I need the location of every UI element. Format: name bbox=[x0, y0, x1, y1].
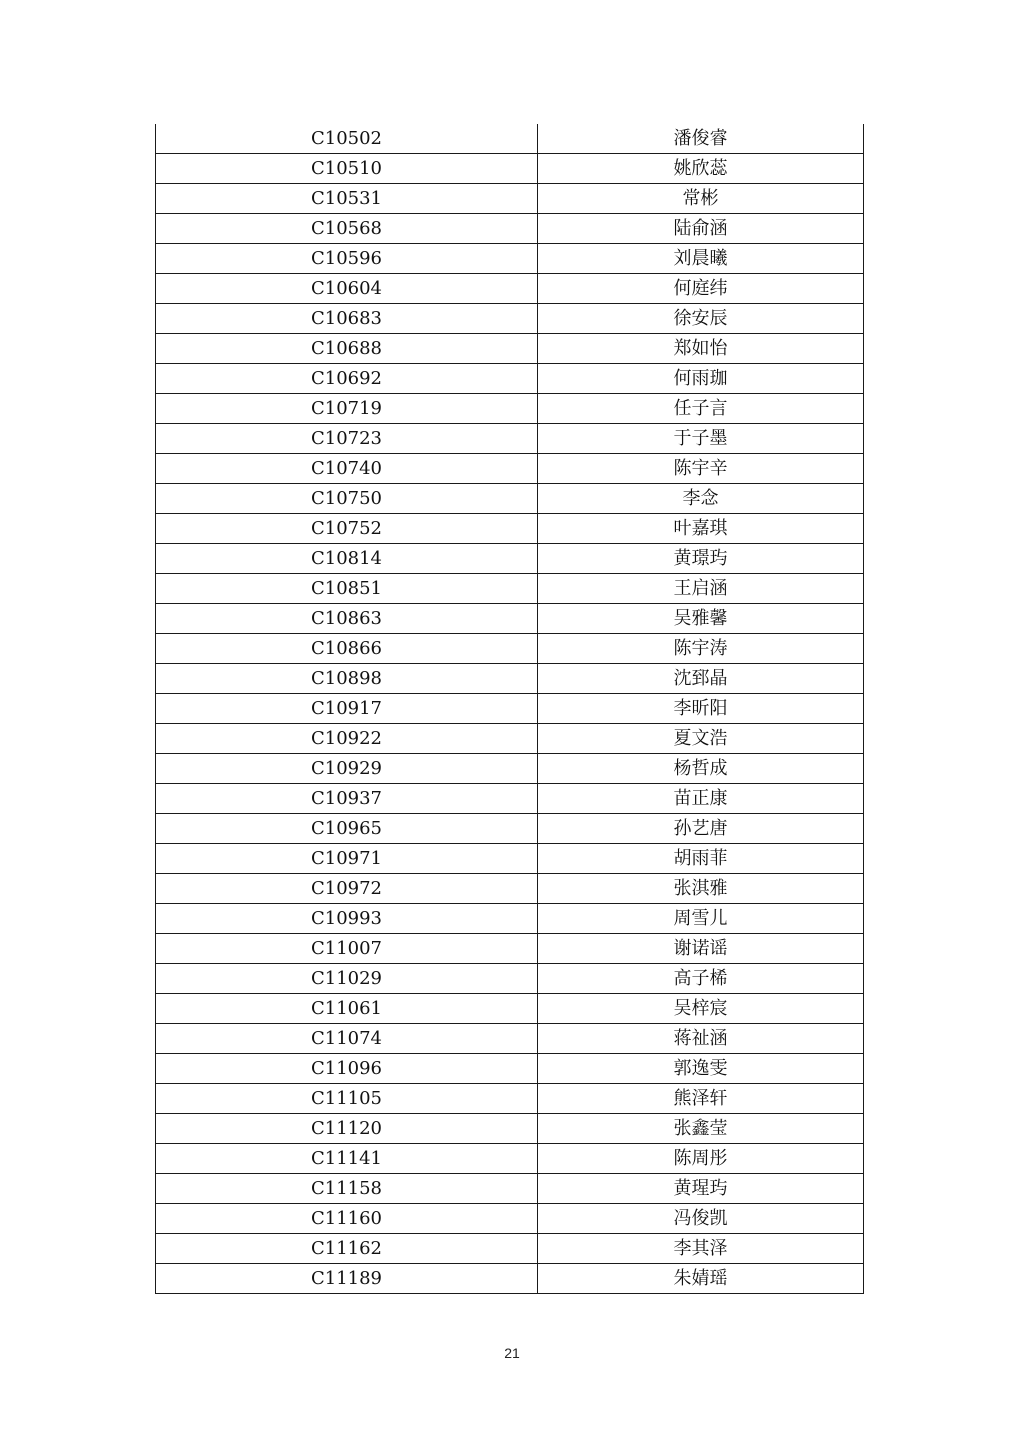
table-row bbox=[156, 994, 864, 1024]
candidate-id-cell: C10993 bbox=[156, 904, 538, 934]
candidate-id-cell: C11158 bbox=[156, 1174, 538, 1204]
table-row bbox=[156, 634, 864, 664]
candidate-name-cell: 陆俞涵 bbox=[538, 214, 864, 244]
candidate-name-cell: 夏文浩 bbox=[538, 724, 864, 754]
candidate-name-cell: 蒋祉涵 bbox=[538, 1024, 864, 1054]
candidate-id-cell: C10568 bbox=[156, 214, 538, 244]
table-row bbox=[156, 334, 864, 364]
table-row bbox=[156, 1264, 864, 1294]
candidate-id-cell: C10692 bbox=[156, 364, 538, 394]
candidate-id-cell: C11160 bbox=[156, 1204, 538, 1234]
table-row bbox=[156, 664, 864, 694]
candidate-id-cell: C10750 bbox=[156, 484, 538, 514]
candidate-id-cell: C10917 bbox=[156, 694, 538, 724]
table-row bbox=[156, 1114, 864, 1144]
candidate-name-cell: 周雪儿 bbox=[538, 904, 864, 934]
candidate-id-cell: C10851 bbox=[156, 574, 538, 604]
candidate-id-cell: C11162 bbox=[156, 1234, 538, 1264]
candidate-name-cell: 熊泽轩 bbox=[538, 1084, 864, 1114]
candidate-name-cell: 李其泽 bbox=[538, 1234, 864, 1264]
table-row bbox=[156, 244, 864, 274]
candidate-name-cell: 陈周彤 bbox=[538, 1144, 864, 1174]
candidate-id-cell: C10502 bbox=[156, 124, 538, 154]
candidate-id-cell: C11141 bbox=[156, 1144, 538, 1174]
candidate-name-cell: 吴雅馨 bbox=[538, 604, 864, 634]
table-row bbox=[156, 814, 864, 844]
candidate-id-cell: C10596 bbox=[156, 244, 538, 274]
candidate-name-cell: 常彬 bbox=[538, 184, 864, 214]
roster-table bbox=[155, 124, 864, 1294]
table-row bbox=[156, 454, 864, 484]
table-row bbox=[156, 1024, 864, 1054]
candidate-id-cell: C11105 bbox=[156, 1084, 538, 1114]
candidate-name-cell: 高子桸 bbox=[538, 964, 864, 994]
candidate-name-cell: 黄瑆玙 bbox=[538, 1174, 864, 1204]
candidate-name-cell: 叶嘉琪 bbox=[538, 514, 864, 544]
candidate-id-cell: C10866 bbox=[156, 634, 538, 664]
table-row bbox=[156, 964, 864, 994]
table-row bbox=[156, 274, 864, 304]
table-row bbox=[156, 694, 864, 724]
candidate-id-cell: C10972 bbox=[156, 874, 538, 904]
candidate-name-cell: 吴梓宸 bbox=[538, 994, 864, 1024]
candidate-id-cell: C10723 bbox=[156, 424, 538, 454]
table-row bbox=[156, 154, 864, 184]
page-number: 21 bbox=[504, 1345, 520, 1361]
candidate-name-cell: 姚欣蕊 bbox=[538, 154, 864, 184]
table-row bbox=[156, 724, 864, 754]
table-row bbox=[156, 844, 864, 874]
candidate-name-cell: 潘俊睿 bbox=[538, 124, 864, 154]
candidate-name-cell: 何雨珈 bbox=[538, 364, 864, 394]
candidate-id-cell: C11074 bbox=[156, 1024, 538, 1054]
table-row bbox=[156, 1234, 864, 1264]
candidate-id-cell: C10863 bbox=[156, 604, 538, 634]
table-row bbox=[156, 1204, 864, 1234]
candidate-name-cell: 王启涵 bbox=[538, 574, 864, 604]
candidate-id-cell: C10688 bbox=[156, 334, 538, 364]
candidate-name-cell: 郭逸雯 bbox=[538, 1054, 864, 1084]
candidate-name-cell: 谢诺谣 bbox=[538, 934, 864, 964]
roster-table-body bbox=[156, 124, 864, 1294]
candidate-name-cell: 孙艺唐 bbox=[538, 814, 864, 844]
table-row bbox=[156, 184, 864, 214]
candidate-id-cell: C10971 bbox=[156, 844, 538, 874]
candidate-id-cell: C10937 bbox=[156, 784, 538, 814]
candidate-name-cell: 刘晨曦 bbox=[538, 244, 864, 274]
candidate-id-cell: C11120 bbox=[156, 1114, 538, 1144]
candidate-name-cell: 张淇雅 bbox=[538, 874, 864, 904]
candidate-id-cell: C11029 bbox=[156, 964, 538, 994]
candidate-name-cell: 黄璟玙 bbox=[538, 544, 864, 574]
candidate-name-cell: 胡雨菲 bbox=[538, 844, 864, 874]
candidate-id-cell: C10965 bbox=[156, 814, 538, 844]
candidate-name-cell: 徐安辰 bbox=[538, 304, 864, 334]
candidate-id-cell: C10929 bbox=[156, 754, 538, 784]
candidate-name-cell: 任子言 bbox=[538, 394, 864, 424]
table-row bbox=[156, 604, 864, 634]
table-row bbox=[156, 1054, 864, 1084]
candidate-name-cell: 陈宇涛 bbox=[538, 634, 864, 664]
table-row bbox=[156, 544, 864, 574]
candidate-name-cell: 郑如怡 bbox=[538, 334, 864, 364]
candidate-id-cell: C11061 bbox=[156, 994, 538, 1024]
candidate-id-cell: C10531 bbox=[156, 184, 538, 214]
candidate-id-cell: C10604 bbox=[156, 274, 538, 304]
candidate-name-cell: 苗正康 bbox=[538, 784, 864, 814]
candidate-name-cell: 冯俊凯 bbox=[538, 1204, 864, 1234]
candidate-id-cell: C10922 bbox=[156, 724, 538, 754]
candidate-name-cell: 张鑫莹 bbox=[538, 1114, 864, 1144]
candidate-name-cell: 朱婧瑶 bbox=[538, 1264, 864, 1294]
table-row bbox=[156, 574, 864, 604]
table-row bbox=[156, 874, 864, 904]
candidate-id-cell: C10898 bbox=[156, 664, 538, 694]
candidate-id-cell: C10752 bbox=[156, 514, 538, 544]
candidate-id-cell: C10510 bbox=[156, 154, 538, 184]
candidate-name-cell: 杨哲成 bbox=[538, 754, 864, 784]
table-row bbox=[156, 1084, 864, 1114]
table-row bbox=[156, 514, 864, 544]
table-row bbox=[156, 904, 864, 934]
table-row bbox=[156, 214, 864, 244]
candidate-name-cell: 李昕阳 bbox=[538, 694, 864, 724]
table-row bbox=[156, 754, 864, 784]
candidate-name-cell: 何庭纬 bbox=[538, 274, 864, 304]
candidate-name-cell: 李念 bbox=[538, 484, 864, 514]
candidate-id-cell: C10814 bbox=[156, 544, 538, 574]
candidate-id-cell: C10740 bbox=[156, 454, 538, 484]
table-row bbox=[156, 124, 864, 154]
candidate-id-cell: C11189 bbox=[156, 1264, 538, 1294]
table-row bbox=[156, 394, 864, 424]
table-row bbox=[156, 304, 864, 334]
table-row bbox=[156, 484, 864, 514]
table-row bbox=[156, 364, 864, 394]
table-row bbox=[156, 424, 864, 454]
candidate-name-cell: 沈郅晶 bbox=[538, 664, 864, 694]
candidate-id-cell: C10719 bbox=[156, 394, 538, 424]
table-row bbox=[156, 1174, 864, 1204]
candidate-id-cell: C10683 bbox=[156, 304, 538, 334]
table-row bbox=[156, 1144, 864, 1174]
table-row bbox=[156, 934, 864, 964]
candidate-name-cell: 于子墨 bbox=[538, 424, 864, 454]
table-row bbox=[156, 784, 864, 814]
candidate-id-cell: C11096 bbox=[156, 1054, 538, 1084]
candidate-id-cell: C11007 bbox=[156, 934, 538, 964]
candidate-name-cell: 陈宇辛 bbox=[538, 454, 864, 484]
